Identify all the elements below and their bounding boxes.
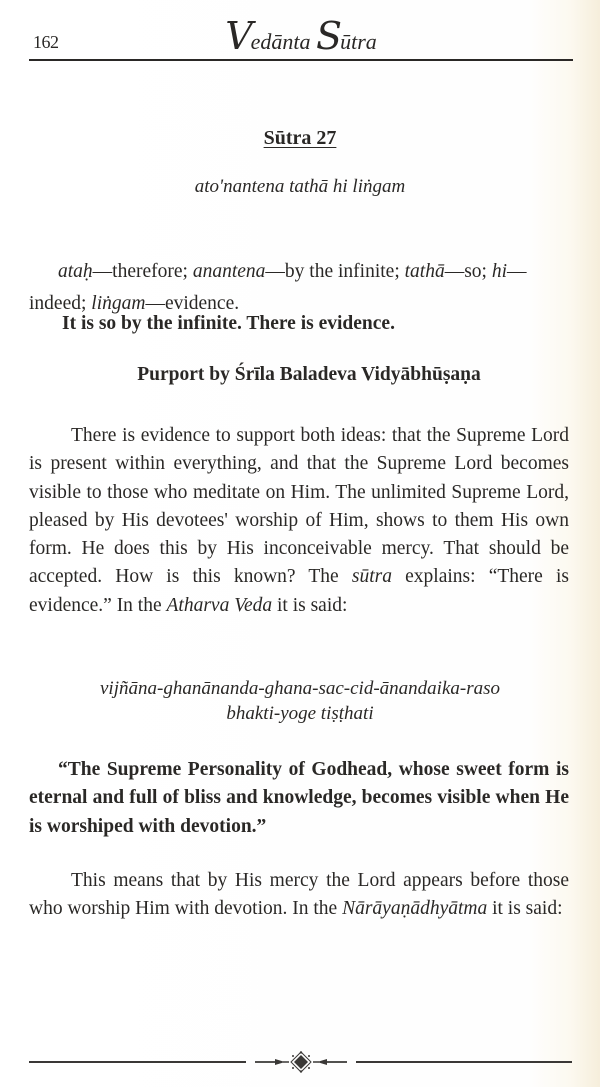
word-for-word-synonyms (29, 256, 571, 320)
sanskrit-verse: ato'nantena tathā hi liṅgam (194, 176, 406, 197)
page-number: 162 (33, 32, 59, 52)
purport-paragraph-2 (29, 867, 569, 924)
footer-rule-left (29, 1061, 246, 1063)
footer-ornament (29, 1055, 572, 1069)
synonym-meaning: —by the infinite; (265, 261, 405, 282)
title-initial-s: S (316, 14, 343, 58)
quoted-sanskrit-verse (0, 676, 600, 726)
synonym-term: liṅgam (91, 293, 146, 314)
paragraph-text: it is said: (272, 594, 348, 616)
paragraph-text: it is said: (487, 898, 563, 920)
sutra-translation: It is so by the infinite. There is evidence. (62, 313, 395, 334)
quote-translation: “The Supreme Personality of Godhead, whose sweet form is eternal and full of bliss and knowledge, becomes visible when He is worshiped with devotion.” (29, 759, 569, 837)
title-part-1: edānta (250, 29, 317, 54)
header-rule (29, 59, 573, 61)
synonym-meaning: —evidence. (145, 293, 240, 314)
synonym-term: hi (491, 261, 508, 282)
synonym-meaning: —so; (444, 261, 492, 282)
sutra-heading-text: Sūtra 27 (263, 127, 337, 149)
running-title (29, 14, 573, 58)
purport-heading: Purport by Śrīla Baladeva Vidyābhūṣaṇa (137, 364, 481, 385)
synonym-term: ataḥ (58, 261, 93, 282)
italic-term: sūtra (351, 566, 392, 588)
verse-line-1: vijñāna-ghanānanda-ghana-sac-cid-ānandaika-raso (100, 678, 500, 699)
fleuron-ornament-icon (253, 1051, 349, 1073)
synonym-term: tathā (404, 261, 445, 282)
synonym-term: anantena (192, 261, 266, 282)
scripture-title: Atharva Veda (166, 594, 273, 616)
paragraph-text: This means that by His mercy the Lord appears before those who worship Him with devotion. In the (29, 870, 569, 920)
synonym-meaning: —indeed; (29, 261, 527, 314)
title-part-2: ūtra (340, 29, 377, 54)
scripture-title: Nārāyaṇādhyātma (342, 898, 488, 920)
synonym-meaning: —therefore; (92, 261, 193, 282)
paragraph-text: explains: “There is evidence.” In the (29, 566, 569, 616)
title-initial-v: V (225, 14, 253, 58)
footer-rule-right (356, 1061, 572, 1063)
paragraph-text: There is evidence to support both ideas: that the Supreme Lord is present within everything, and that the Supreme Lord becomes visible to those who meditate on Him. The unlimited Supreme Lord, pleased by His devotees' worship of Him, shows to them His own form. He does this by His inconceivable mercy. That should be accepted. How is this known? The (29, 425, 569, 588)
verse-line-2: bhakti-yoge tiṣṭhati (226, 703, 374, 724)
sutra-heading (0, 127, 600, 150)
purport-paragraph-1 (29, 422, 569, 620)
running-header (29, 0, 573, 62)
